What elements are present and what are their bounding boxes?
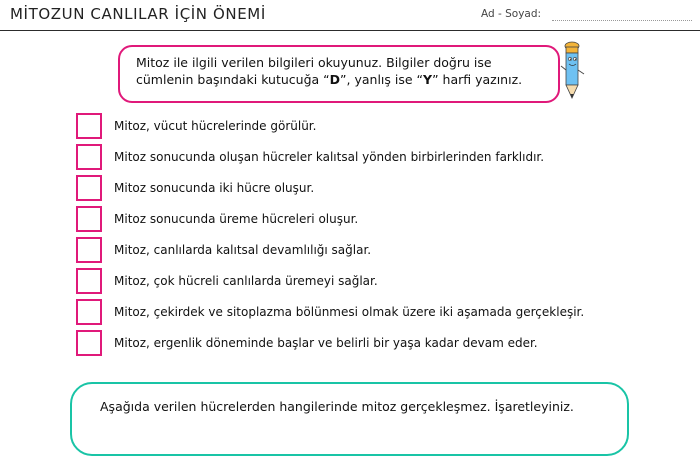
statement-text: Mitoz, çok hücreli canlılarda üremeyi sağlar. (114, 274, 378, 288)
instruction-line-2c: ” harfi yazınız. (432, 72, 523, 87)
worksheet-header (0, 0, 700, 31)
answer-box[interactable] (76, 268, 102, 294)
statement-row (76, 299, 676, 329)
answer-box[interactable] (76, 299, 102, 325)
statement-text: Mitoz sonucunda oluşan hücreler kalıtsal yönden birbirlerinden farklıdır. (114, 150, 545, 164)
second-task-text: Aşağıda verilen hücrelerden hangilerinde mitoz gerçekleşmez. İşaretleyiniz. (100, 399, 574, 414)
answer-box[interactable] (76, 330, 102, 356)
statement-text: Mitoz, çekirdek ve sitoplazma bölünmesi olmak üzere iki aşamada gerçekleşir. (114, 305, 585, 319)
pencil-character-icon (559, 40, 589, 102)
answer-box[interactable] (76, 175, 102, 201)
name-label: Ad - Soyad: (481, 8, 542, 20)
instruction-line-1: Mitoz ile ilgili verilen bilgileri okuyunuz. Bilgiler doğru ise (136, 55, 492, 70)
worksheet-title: MİTOZUN CANLILAR İÇİN ÖNEMİ (10, 5, 266, 23)
statement-row (76, 175, 676, 205)
statement-row (76, 113, 676, 143)
statement-row (76, 268, 676, 298)
answer-box[interactable] (76, 206, 102, 232)
second-task-box (70, 382, 629, 456)
statement-text: Mitoz, vücut hücrelerinde görülür. (114, 119, 317, 133)
statement-row (76, 206, 676, 236)
statement-row (76, 237, 676, 267)
true-letter: D (329, 72, 341, 87)
false-letter: Y (423, 72, 433, 87)
instruction-text (136, 54, 550, 88)
statement-text: Mitoz, canlılarda kalıtsal devamlılığı sağlar. (114, 243, 372, 257)
answer-box[interactable] (76, 113, 102, 139)
answer-box[interactable] (76, 237, 102, 263)
instruction-line-2a: cümlenin başındaki kutucuğa “ (136, 72, 330, 87)
answer-box[interactable] (76, 144, 102, 170)
name-input-line[interactable] (552, 20, 692, 21)
statement-text: Mitoz, ergenlik döneminde başlar ve belirli bir yaşa kadar devam eder. (114, 336, 538, 350)
statement-row (76, 330, 676, 360)
statement-text: Mitoz sonucunda üreme hücreleri oluşur. (114, 212, 359, 226)
instruction-box (118, 45, 560, 103)
statement-text: Mitoz sonucunda iki hücre oluşur. (114, 181, 315, 195)
instruction-line-2b: ”, yanlış ise “ (340, 72, 424, 87)
statement-row (76, 144, 676, 174)
